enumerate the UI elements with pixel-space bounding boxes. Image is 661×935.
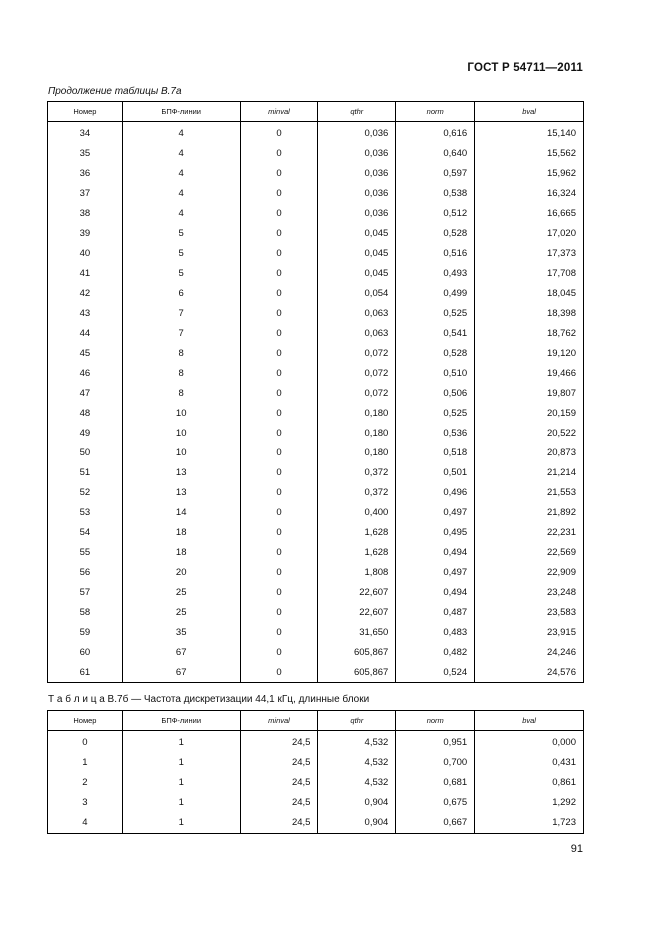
cell-bval: 0,000 xyxy=(475,731,584,753)
cell-minval: 0 xyxy=(240,423,318,443)
cell-fft-lines: 14 xyxy=(122,503,240,523)
cell-norm: 0,497 xyxy=(396,563,475,583)
cell-norm: 0,616 xyxy=(396,122,475,144)
cell-bval: 23,248 xyxy=(475,583,584,603)
table-row xyxy=(48,343,584,363)
cell-minval: 0 xyxy=(240,363,318,383)
cell-norm: 0,496 xyxy=(396,483,475,503)
cell-fft-lines: 6 xyxy=(122,284,240,304)
cell-norm: 0,495 xyxy=(396,523,475,543)
cell-qthr: 0,045 xyxy=(318,224,396,244)
cell-norm: 0,499 xyxy=(396,284,475,304)
cell-fft-lines: 18 xyxy=(122,543,240,563)
cell-number: 36 xyxy=(48,164,123,184)
table-row xyxy=(48,523,584,543)
cell-norm: 0,597 xyxy=(396,164,475,184)
cell-fft-lines: 4 xyxy=(122,184,240,204)
table2-caption: Т а б л и ц а В.7б — Частота дискретизации 44,1 кГц, длинные блоки xyxy=(48,694,370,705)
cell-qthr: 0,072 xyxy=(318,343,396,363)
cell-minval: 0 xyxy=(240,323,318,343)
cell-norm: 0,483 xyxy=(396,622,475,642)
table-header-row xyxy=(48,102,584,122)
cell-norm: 0,536 xyxy=(396,423,475,443)
cell-norm: 0,512 xyxy=(396,204,475,224)
cell-fft-lines: 4 xyxy=(122,144,240,164)
cell-qthr: 31,650 xyxy=(318,622,396,642)
cell-qthr: 0,036 xyxy=(318,184,396,204)
table-row xyxy=(48,662,584,682)
cell-qthr: 0,372 xyxy=(318,483,396,503)
cell-minval: 0 xyxy=(240,543,318,563)
cell-fft-lines: 25 xyxy=(122,603,240,623)
cell-bval: 1,723 xyxy=(475,813,584,833)
cell-fft-lines: 5 xyxy=(122,264,240,284)
cell-number: 56 xyxy=(48,563,123,583)
cell-qthr: 1,628 xyxy=(318,523,396,543)
cell-number: 51 xyxy=(48,463,123,483)
cell-norm: 0,494 xyxy=(396,543,475,563)
cell-fft-lines: 4 xyxy=(122,204,240,224)
table-row xyxy=(48,731,584,753)
cell-bval: 22,569 xyxy=(475,543,584,563)
col-header-fft-lines: БПФ-линии xyxy=(122,711,240,731)
cell-number: 4 xyxy=(48,813,123,833)
cell-qthr: 22,607 xyxy=(318,583,396,603)
cell-fft-lines: 25 xyxy=(122,583,240,603)
cell-number: 37 xyxy=(48,184,123,204)
cell-norm: 0,700 xyxy=(396,753,475,773)
table-row xyxy=(48,323,584,343)
cell-qthr: 0,400 xyxy=(318,503,396,523)
cell-norm: 0,528 xyxy=(396,343,475,363)
cell-number: 0 xyxy=(48,731,123,753)
cell-norm: 0,541 xyxy=(396,323,475,343)
table-row xyxy=(48,443,584,463)
cell-bval: 23,583 xyxy=(475,603,584,623)
table-b7a-continuation xyxy=(47,101,584,683)
cell-qthr: 0,372 xyxy=(318,463,396,483)
cell-minval: 0 xyxy=(240,284,318,304)
page-number: 91 xyxy=(570,843,583,855)
table-row xyxy=(48,622,584,642)
table-row xyxy=(48,363,584,383)
cell-qthr: 0,036 xyxy=(318,204,396,224)
cell-qthr: 0,904 xyxy=(318,813,396,833)
cell-fft-lines: 8 xyxy=(122,383,240,403)
cell-bval: 20,159 xyxy=(475,403,584,423)
cell-number: 44 xyxy=(48,323,123,343)
cell-minval: 0 xyxy=(240,144,318,164)
cell-bval: 23,915 xyxy=(475,622,584,642)
cell-qthr: 0,180 xyxy=(318,403,396,423)
table-row xyxy=(48,284,584,304)
cell-fft-lines: 35 xyxy=(122,622,240,642)
cell-bval: 19,807 xyxy=(475,383,584,403)
cell-fft-lines: 8 xyxy=(122,343,240,363)
table-row xyxy=(48,264,584,284)
cell-number: 41 xyxy=(48,264,123,284)
col-header-norm: norm xyxy=(396,102,475,122)
cell-number: 52 xyxy=(48,483,123,503)
cell-minval: 0 xyxy=(240,563,318,583)
cell-number: 54 xyxy=(48,523,123,543)
cell-bval: 16,665 xyxy=(475,204,584,224)
cell-qthr: 1,628 xyxy=(318,543,396,563)
cell-number: 61 xyxy=(48,662,123,682)
cell-norm: 0,494 xyxy=(396,583,475,603)
cell-bval: 17,373 xyxy=(475,244,584,264)
cell-bval: 17,020 xyxy=(475,224,584,244)
cell-minval: 0 xyxy=(240,583,318,603)
cell-bval: 24,246 xyxy=(475,642,584,662)
cell-bval: 18,762 xyxy=(475,323,584,343)
table-row xyxy=(48,543,584,563)
cell-norm: 0,506 xyxy=(396,383,475,403)
table-row xyxy=(48,403,584,423)
table-row xyxy=(48,463,584,483)
cell-minval: 0 xyxy=(240,622,318,642)
col-header-minval: minval xyxy=(240,711,318,731)
col-header-number: Номер xyxy=(48,102,123,122)
cell-minval: 24,5 xyxy=(240,753,318,773)
cell-minval: 0 xyxy=(240,483,318,503)
cell-norm: 0,493 xyxy=(396,264,475,284)
cell-norm: 0,482 xyxy=(396,642,475,662)
col-header-qthr: qthr xyxy=(318,102,396,122)
cell-qthr: 605,867 xyxy=(318,662,396,682)
table-row xyxy=(48,244,584,264)
table1-caption: Продолжение таблицы В.7а xyxy=(48,86,182,97)
cell-number: 60 xyxy=(48,642,123,662)
cell-fft-lines: 4 xyxy=(122,122,240,144)
cell-fft-lines: 13 xyxy=(122,463,240,483)
cell-number: 45 xyxy=(48,343,123,363)
cell-norm: 0,524 xyxy=(396,662,475,682)
cell-bval: 21,214 xyxy=(475,463,584,483)
cell-norm: 0,528 xyxy=(396,224,475,244)
table-row xyxy=(48,603,584,623)
cell-minval: 24,5 xyxy=(240,813,318,833)
cell-fft-lines: 10 xyxy=(122,423,240,443)
table-row xyxy=(48,204,584,224)
cell-number: 57 xyxy=(48,583,123,603)
cell-fft-lines: 1 xyxy=(122,731,240,753)
cell-qthr: 0,036 xyxy=(318,122,396,144)
cell-qthr: 0,180 xyxy=(318,443,396,463)
cell-bval: 0,431 xyxy=(475,753,584,773)
cell-minval: 0 xyxy=(240,264,318,284)
cell-minval: 0 xyxy=(240,244,318,264)
cell-number: 46 xyxy=(48,363,123,383)
cell-qthr: 0,045 xyxy=(318,244,396,264)
cell-number: 2 xyxy=(48,773,123,793)
table-row xyxy=(48,184,584,204)
cell-fft-lines: 8 xyxy=(122,363,240,383)
cell-fft-lines: 18 xyxy=(122,523,240,543)
cell-qthr: 0,180 xyxy=(318,423,396,443)
cell-fft-lines: 1 xyxy=(122,793,240,813)
cell-norm: 0,497 xyxy=(396,503,475,523)
table-row xyxy=(48,503,584,523)
cell-norm: 0,681 xyxy=(396,773,475,793)
table1-body xyxy=(48,122,584,683)
cell-number: 49 xyxy=(48,423,123,443)
cell-fft-lines: 67 xyxy=(122,662,240,682)
cell-qthr: 0,904 xyxy=(318,793,396,813)
cell-norm: 0,951 xyxy=(396,731,475,753)
cell-norm: 0,516 xyxy=(396,244,475,264)
col-header-bval: bval xyxy=(475,102,584,122)
cell-bval: 19,466 xyxy=(475,363,584,383)
table-row xyxy=(48,773,584,793)
cell-qthr: 0,072 xyxy=(318,383,396,403)
table-header-row xyxy=(48,711,584,731)
cell-norm: 0,518 xyxy=(396,443,475,463)
cell-bval: 15,562 xyxy=(475,144,584,164)
cell-bval: 21,892 xyxy=(475,503,584,523)
table-row xyxy=(48,122,584,144)
cell-bval: 0,861 xyxy=(475,773,584,793)
cell-minval: 0 xyxy=(240,443,318,463)
table-row xyxy=(48,642,584,662)
col-header-norm: norm xyxy=(396,711,475,731)
cell-minval: 0 xyxy=(240,122,318,144)
cell-bval: 19,120 xyxy=(475,343,584,363)
cell-bval: 18,045 xyxy=(475,284,584,304)
cell-number: 39 xyxy=(48,224,123,244)
cell-norm: 0,487 xyxy=(396,603,475,623)
cell-minval: 24,5 xyxy=(240,793,318,813)
cell-qthr: 22,607 xyxy=(318,603,396,623)
table-row xyxy=(48,563,584,583)
cell-fft-lines: 1 xyxy=(122,813,240,833)
cell-fft-lines: 13 xyxy=(122,483,240,503)
cell-bval: 17,708 xyxy=(475,264,584,284)
cell-number: 42 xyxy=(48,284,123,304)
cell-minval: 0 xyxy=(240,403,318,423)
cell-fft-lines: 5 xyxy=(122,244,240,264)
table-row xyxy=(48,144,584,164)
cell-fft-lines: 4 xyxy=(122,164,240,184)
cell-qthr: 0,063 xyxy=(318,303,396,323)
cell-minval: 24,5 xyxy=(240,731,318,753)
table-row xyxy=(48,813,584,833)
cell-minval: 0 xyxy=(240,662,318,682)
col-header-qthr: qthr xyxy=(318,711,396,731)
cell-number: 48 xyxy=(48,403,123,423)
cell-bval: 18,398 xyxy=(475,303,584,323)
cell-number: 40 xyxy=(48,244,123,264)
cell-fft-lines: 7 xyxy=(122,323,240,343)
cell-minval: 24,5 xyxy=(240,773,318,793)
cell-minval: 0 xyxy=(240,383,318,403)
cell-minval: 0 xyxy=(240,303,318,323)
cell-number: 35 xyxy=(48,144,123,164)
cell-number: 1 xyxy=(48,753,123,773)
cell-number: 59 xyxy=(48,622,123,642)
cell-qthr: 0,054 xyxy=(318,284,396,304)
col-header-bval: bval xyxy=(475,711,584,731)
cell-fft-lines: 20 xyxy=(122,563,240,583)
table-row xyxy=(48,753,584,773)
table-row xyxy=(48,583,584,603)
cell-qthr: 4,532 xyxy=(318,731,396,753)
cell-norm: 0,525 xyxy=(396,403,475,423)
cell-norm: 0,525 xyxy=(396,303,475,323)
cell-minval: 0 xyxy=(240,343,318,363)
table-row xyxy=(48,483,584,503)
cell-minval: 0 xyxy=(240,642,318,662)
cell-norm: 0,667 xyxy=(396,813,475,833)
cell-minval: 0 xyxy=(240,523,318,543)
cell-minval: 0 xyxy=(240,224,318,244)
cell-number: 43 xyxy=(48,303,123,323)
cell-fft-lines: 1 xyxy=(122,773,240,793)
cell-qthr: 0,072 xyxy=(318,363,396,383)
table-row xyxy=(48,303,584,323)
cell-bval: 15,140 xyxy=(475,122,584,144)
cell-fft-lines: 67 xyxy=(122,642,240,662)
cell-norm: 0,538 xyxy=(396,184,475,204)
cell-qthr: 4,532 xyxy=(318,753,396,773)
cell-qthr: 605,867 xyxy=(318,642,396,662)
table-b7b xyxy=(47,710,584,834)
cell-fft-lines: 10 xyxy=(122,443,240,463)
cell-qthr: 0,036 xyxy=(318,144,396,164)
cell-qthr: 4,532 xyxy=(318,773,396,793)
cell-number: 53 xyxy=(48,503,123,523)
cell-norm: 0,640 xyxy=(396,144,475,164)
cell-bval: 21,553 xyxy=(475,483,584,503)
cell-bval: 20,873 xyxy=(475,443,584,463)
cell-fft-lines: 5 xyxy=(122,224,240,244)
cell-fft-lines: 7 xyxy=(122,303,240,323)
cell-minval: 0 xyxy=(240,603,318,623)
cell-bval: 20,522 xyxy=(475,423,584,443)
cell-number: 34 xyxy=(48,122,123,144)
table-row xyxy=(48,383,584,403)
cell-qthr: 0,045 xyxy=(318,264,396,284)
col-header-number: Номер xyxy=(48,711,123,731)
col-header-minval: minval xyxy=(240,102,318,122)
cell-fft-lines: 10 xyxy=(122,403,240,423)
cell-norm: 0,675 xyxy=(396,793,475,813)
cell-bval: 16,324 xyxy=(475,184,584,204)
cell-number: 50 xyxy=(48,443,123,463)
cell-bval: 24,576 xyxy=(475,662,584,682)
cell-qthr: 0,036 xyxy=(318,164,396,184)
cell-norm: 0,501 xyxy=(396,463,475,483)
cell-number: 55 xyxy=(48,543,123,563)
table2-body xyxy=(48,731,584,834)
cell-minval: 0 xyxy=(240,184,318,204)
table-row xyxy=(48,793,584,813)
cell-bval: 22,231 xyxy=(475,523,584,543)
cell-minval: 0 xyxy=(240,463,318,483)
cell-minval: 0 xyxy=(240,503,318,523)
cell-number: 38 xyxy=(48,204,123,224)
cell-fft-lines: 1 xyxy=(122,753,240,773)
cell-number: 47 xyxy=(48,383,123,403)
cell-minval: 0 xyxy=(240,204,318,224)
table-row xyxy=(48,164,584,184)
cell-qthr: 0,063 xyxy=(318,323,396,343)
cell-bval: 15,962 xyxy=(475,164,584,184)
cell-bval: 1,292 xyxy=(475,793,584,813)
cell-bval: 22,909 xyxy=(475,563,584,583)
col-header-fft-lines: БПФ-линии xyxy=(122,102,240,122)
table-row xyxy=(48,224,584,244)
standard-header: ГОСТ Р 54711—2011 xyxy=(467,62,583,74)
cell-norm: 0,510 xyxy=(396,363,475,383)
cell-number: 58 xyxy=(48,603,123,623)
cell-number: 3 xyxy=(48,793,123,813)
cell-minval: 0 xyxy=(240,164,318,184)
cell-qthr: 1,808 xyxy=(318,563,396,583)
table-row xyxy=(48,423,584,443)
